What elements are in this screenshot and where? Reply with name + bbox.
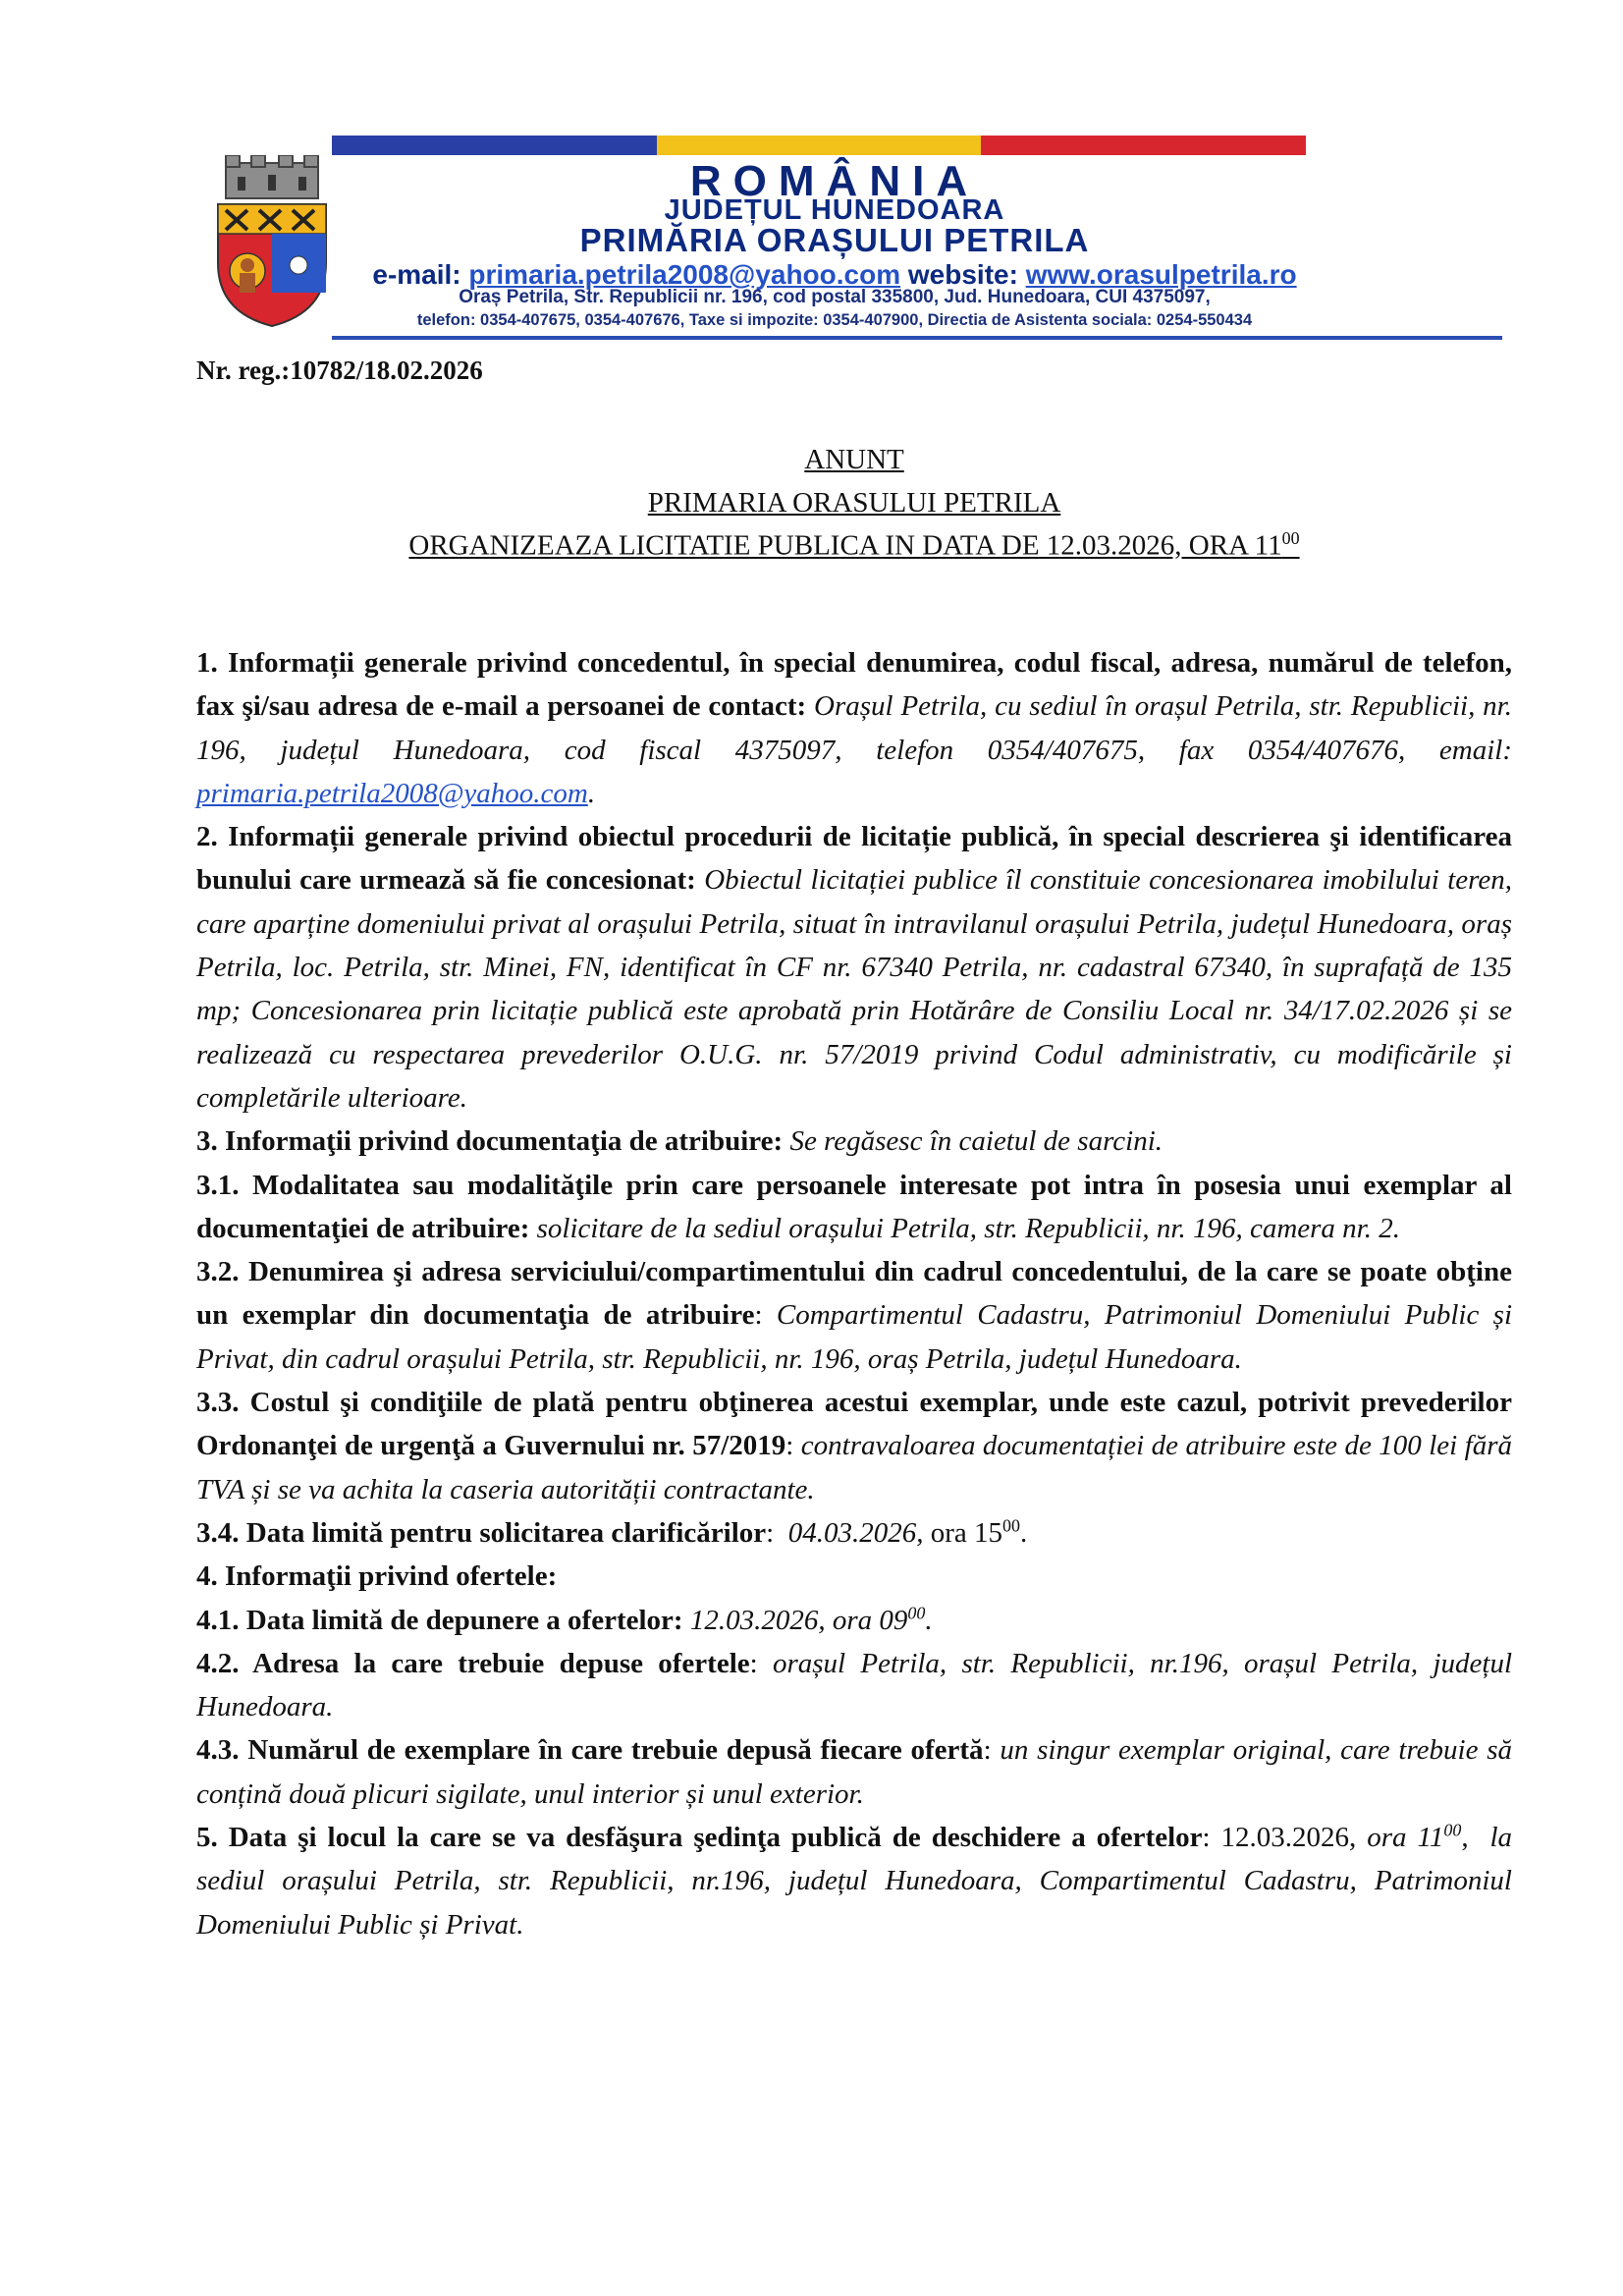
flag-red	[981, 136, 1306, 155]
header-county: JUDEȚUL HUNEDOARA	[664, 194, 1005, 226]
section-3-4-date: 04.03.2026,	[787, 1516, 924, 1549]
title-auction-sup: 00	[1281, 528, 1300, 548]
section-5-text: la sediul orașului Petrila, str. Republicii, nr.196, județul Hunedoara, Compartimentul Cadastru, Patrimoniul Domeniului Public și Privat.	[196, 1822, 1513, 1941]
website-label: website:	[907, 259, 1018, 290]
email-label: e-mail:	[372, 259, 461, 290]
section-3	[196, 1120, 1512, 1163]
section-2-text: Obiectul licitației publice îl constituie concesionarea imobilului teren, care aparține domeniului privat al orașului Petrila, situat în intravilanul orașului Petrila, județul Hunedoara, oraș Petrila, loc. Petrila, str. Minei, FN, identificat în CF nr. 67340 Petrila, nr. cadastral 67340, în suprafață de 135 mp; Concesionarea prin licitație publică este aprobată prin Hotărâre de Consiliu Local nr. 34/17.02.2026 și se realizează cu respectarea prevederilor O.U.G. nr. 57/2019 privind Codul administrativ, cu modificările și completările ulterioare.	[196, 864, 1512, 1114]
header-phones: telefon: 0354-407675, 0354-407676, Taxe si impozite: 0354-407900, Directia de Asistenta sociala: 0254-550434	[416, 311, 1253, 329]
section-1-end: .	[587, 777, 596, 809]
section-5-hour-sup: 00	[1443, 1820, 1462, 1840]
title-auction-date	[196, 528, 1512, 563]
announcement-body	[196, 641, 1512, 1946]
section-3-2-text: Compartimentul Cadastru, Patrimoniul Domeniului Public și Privat, din cadrul orașului Petrila, str. Republicii, nr. 196, oraș Petrila, județul Hunedoara.	[196, 1299, 1513, 1375]
title-auction-text: ORGANIZEAZA LICITATIE PUBLICA IN DATA DE 12.03.2026, ORA 11	[408, 529, 1282, 562]
section-4-2-label: 4.2. Adresa la care trebuie depuse ofertele	[196, 1647, 750, 1679]
section-5-label: 5. Data şi locul la care se va desfăşura şedinţa publică de deschidere a ofertelor	[196, 1822, 1203, 1854]
section-4-1-end: .	[925, 1604, 933, 1636]
section-4-2-text: orașul Petrila, str. Republicii, nr.196, orașul Petrila, județul Hunedoara.	[196, 1647, 1512, 1723]
section-4-3: 4.3. Numărul de exemplare în care trebuie depusă fiecare ofertă: un singur exemplar original, care trebuie să conțină două plicuri sigilate, unul interior și unul exterior.	[196, 1734, 1512, 1810]
section-3-4-hour: ora 15	[930, 1516, 1002, 1549]
section-4-label: 4. Informaţii privind ofertele:	[196, 1560, 558, 1593]
section-1	[196, 641, 1512, 815]
section-4-2: 4.2. Adresa la care trebuie depuse ofertele: orașul Petrila, str. Republicii, nr.196, orașul Petrila, județul Hunedoara.	[196, 1647, 1512, 1723]
section-5-date: 12.03.2026,	[1220, 1822, 1357, 1854]
section-3-4-end: .	[1019, 1516, 1028, 1549]
registration-number: Nr. reg.:10782/18.02.2026	[196, 355, 483, 385]
section-4-1	[196, 1599, 1512, 1642]
header-address: Oraș Petrila, Str. Republicii nr. 196, cod postal 335800, Jud. Hunedoara, CUI 4375097,	[459, 287, 1211, 307]
flag-blue	[332, 136, 657, 155]
section-3-text: Se regăsesc în caietul de sarcini.	[789, 1125, 1163, 1158]
section-3-1	[196, 1164, 1512, 1251]
title-announcement: ANUNT	[804, 444, 904, 475]
section-4	[196, 1555, 1512, 1598]
section-4-1-text: 12.03.2026, ora 09	[689, 1604, 908, 1636]
section-1-email-link[interactable]: primaria.petrila2008@yahoo.com	[196, 777, 588, 809]
flag-bar	[332, 136, 1306, 155]
section-3-4: 3.4. Data limită pentru solicitarea clarificărilor: 04.03.2026, ora $15^{00}$.	[196, 1515, 1028, 1549]
flag-yellow	[657, 136, 982, 155]
section-4-1-label: 4.1. Data limită de depunere a ofertelor:	[196, 1604, 683, 1636]
section-3-2-label: 3.2. Denumirea şi adresa serviciului/compartimentului din cadrul concedentului, de la care se poate obţine un exemplar din documentaţia de atribuire	[196, 1256, 1512, 1332]
section-5: 5. Data şi locul la care se va desfăşura şedinţa publică de deschidere a ofertelor: 12.03.2026, ora $11^{00}$, la sediul orașului Petrila, str. Republicii, nr.196, județul Hunedoara, Compartimentul Cadastru, Patrimoniul Domeniului Public și Privat.	[196, 1820, 1513, 1941]
section-2	[196, 815, 1512, 1120]
section-3-4-hour-sup: 00	[1001, 1515, 1020, 1536]
title-organizer: PRIMARIA ORASULUI PETRILA	[647, 487, 1061, 519]
section-3-label: 3. Informaţii privind documentaţia de atribuire:	[196, 1125, 784, 1158]
section-3-3-label: 3.3. Costul şi condiţiile de plată pentru obţinerea acestui exemplar, unde este cazul, potrivit prevederilor Ordonanţei de urgenţă a Guvernului nr. 57/2019	[196, 1387, 1512, 1462]
header-email-link[interactable]: primaria.petrila2008@yahoo.com	[468, 259, 901, 290]
section-3-2: 3.2. Denumirea şi adresa serviciului/compartimentului din cadrul concedentului, de la care se poate obţine un exemplar din documentaţia de atribuire: Compartimentul Cadastru, Patrimoniul Domeniului Public și Privat, din cadrul orașului Petrila, str. Republicii, nr. 196, oraș Petrila, județul Hunedoara.	[196, 1256, 1513, 1375]
section-4-3-label: 4.3. Numărul de exemplare în care trebuie depusă fiecare ofertă	[196, 1734, 984, 1767]
section-3-4-label: 3.4. Data limită pentru solicitarea clarificărilor	[196, 1516, 767, 1549]
coat-of-arms-icon	[208, 155, 336, 328]
header-country: ROMÂNIA	[689, 157, 980, 205]
section-1-label: 1. Informații generale privind concedentul, în special denumirea, codul fiscal, adresa, numărul de telefon, fax şi/sau adresa de e-mail a persoanei de contact:	[196, 647, 1512, 723]
header-town-hall: PRIMĂRIA ORAȘULUI PETRILA	[579, 222, 1090, 258]
header-divider	[332, 336, 1502, 340]
section-1-text: Orașul Petrila, cu sediul în orașul Petrila, str. Republicii, nr. 196, județul Hunedoara, cod fiscal 4375097, telefon 0354/407675, fax 0354/407676, email:	[196, 690, 1512, 766]
header-website-link[interactable]: www.orasulpetrila.ro	[1025, 259, 1297, 290]
section-3-1-text: solicitare de la sediul orașului Petrila, str. Republicii, nr. 196, camera nr. 2.	[536, 1212, 1400, 1244]
section-3-1-label: 3.1. Modalitatea sau modalităţile prin care persoanele interesate pot intra în posesia unui exemplar al documentaţiei de atribuire:	[196, 1169, 1512, 1244]
section-2-label: 2. Informații generale privind obiectul procedurii de licitație publică, în special descrierea şi identificarea bunului care urmează să fie concesionat:	[196, 821, 1512, 897]
section-4-3-text: un singur exemplar original, care trebuie să conțină două plicuri sigilate, unul interior și unul exterior.	[196, 1734, 1512, 1810]
section-5-hour: ora 11	[1367, 1822, 1444, 1854]
section-3-3-text: contravaloarea documentației de atribuire este de 100 lei fără TVA și se va achita la caseria autorității contractante.	[196, 1430, 1512, 1505]
section-4-1-sup: 00	[907, 1602, 926, 1622]
section-3-3: 3.3. Costul şi condiţiile de plată pentru obţinerea acestui exemplar, unde este cazul, potrivit prevederilor Ordonanţei de urgenţă a Guvernului nr. 57/2019: contravaloarea documentației de atribuire este de 100 lei fără TVA și se va achita la caseria autorității contractante.	[196, 1387, 1512, 1505]
